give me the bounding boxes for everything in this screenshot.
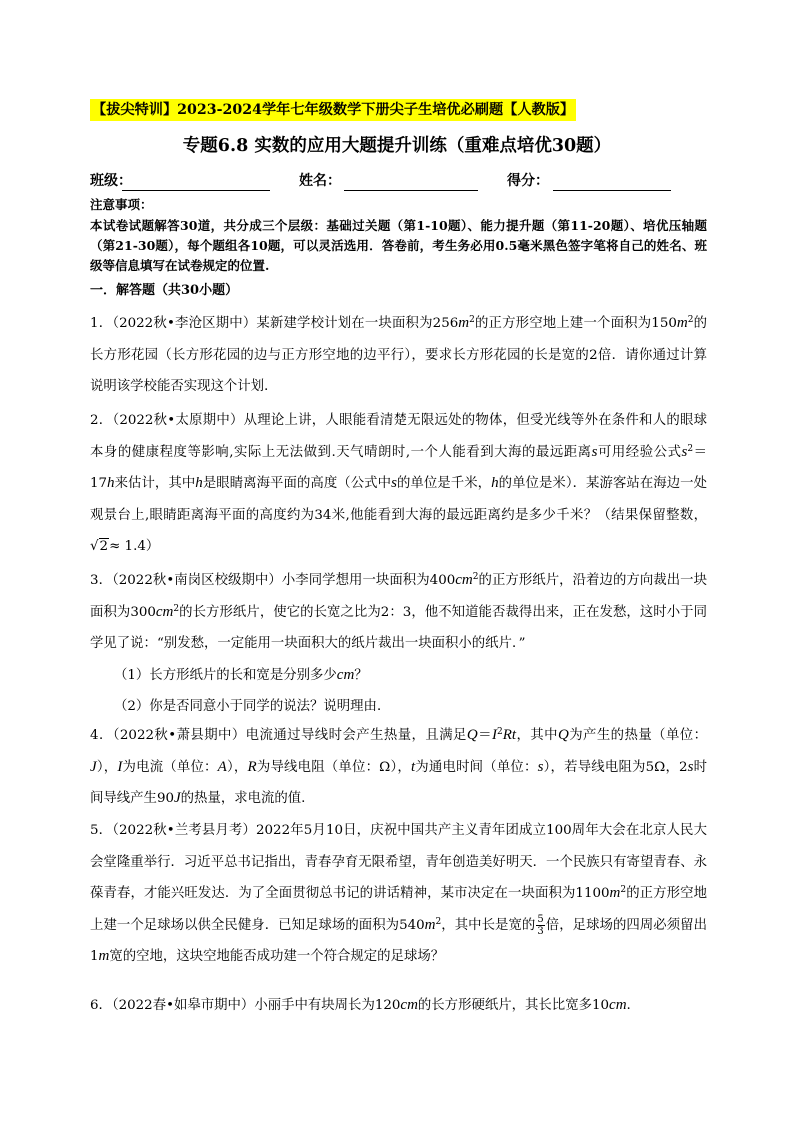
name-label: 姓名： [299,173,341,189]
score-label: 得分： [507,173,549,189]
question-2: 2．（2022秋•太原期中）从理论上讲，人眼能看清楚无限远处的物体，但受光线等外在条件和人的眼球本身的健康程度等影响,实际上无法做到.天气晴朗时,一个人能看到大海的最远距离s可用经验公式$s^2=17h$来估计，其中h是眼睛离海平面的高度（公式中s的单位是千米，h的单位是米）．某游客站在海边一处观景台上,眼睛距离海平面的高度约为34米,他能看到大海的最远距离约是多少千米？（结果保留整数，√2≈ 1.4） [90,405,707,563]
student-info-row [0,171,794,193]
q5-number: 5． [90,823,113,838]
q3-subquestion-1: （1）长方形纸片的长和宽是分别多少cm？ [114,666,368,683]
name-blank[interactable] [344,190,478,191]
class-blank[interactable] [122,190,270,191]
q3-number: 3． [90,573,113,588]
fraction-five-thirds: $\frac{5}{3}$ [537,913,544,937]
page-title: 专题6.8 实数的应用大题提升训练（重难点培优30题） [182,136,612,156]
series-banner: 【拔尖特训】2023-2024学年七年级数学下册尖子生培优必刷题【人教版】 [90,99,576,121]
score-blank[interactable] [553,190,671,191]
question-3: 3．（2022秋•南岗区校级期中）小李同学想用一块面积为$400cm^2$的正方形纸片，沿着边的方向裁出一块面积为$300cm^2$的长方形纸片，使它的长宽之比为2：3，他不知道能否裁得出来，正在发愁，这时小于同学见了说：“别发愁，一定能用一块面积大的纸片裁出一块面积小的纸片．” （1）长方形纸片的长和宽是分别多少cm？ （2）你是否同意小于同学的说法？说明理由． [90,565,707,723]
section-heading: 一．解答题（共30小题） [90,283,239,298]
class-label: 班级： [90,173,132,189]
sqrt-two: √2 [90,539,109,554]
question-5: 5．（2022秋•兰考县月考）2022年5月10日，庆祝中国共产主义青年团成立100周年大会在北京人民大会堂隆重举行．习近平总书记指出，青春孕育无限希望，青年创造美好明天．一个民族只有寄望青春、永葆青春，才能兴旺发达．为了全面贯彻总书记的讲话精神，某市决定在一块面积为$1100m^2$的正方形空地上建一个足球场以供全民健身．已知足球场的面积为$540m^2$，其中长是宽的 $\frac{5}{3}$ 倍，足球场的四周必须留出1m宽的空地，这块空地能否成功建一个符合规定的足球场？ [90,823,708,964]
question-6: 6．（2022春•如皋市期中）小丽手中有块周长为120cm的长方形硬纸片，其长比宽多10cm. [90,997,631,1013]
q6-number: 6． [90,998,112,1013]
q3-subquestion-2: （2）你是否同意小于同学的说法？说明理由． [114,699,391,714]
q1-number: 1． [90,316,113,331]
question-4: 4．（2022秋•萧县期中）电流通过导线时会产生热量，且满足$Q=I^2Rt$，其中Q为产生的热量（单位：J），I为电流（单位：A），R为导线电阻（单位：Ω），t为通电时间（单位：s），若导线电阻为5Ω，2s时间导线产生90J的热量，求电流的值. [90,727,708,806]
q2-number: 2． [90,413,113,428]
notes-body: 本试卷试题解答30道，共分成三个层级：基础过关题（第1-10题）、能力提升题（第11-20题）、培优压轴题（第21-30题），每个题组各10题，可以灵活选用．答卷前，考生务必用0.5毫米黑色签字笔将自己的姓名、班级等信息填写在试卷规定的位置. [90,218,707,273]
q4-number: 4． [90,728,113,743]
question-1: 1．（2022秋•李沧区期中）某新建学校计划在一块面积为$256m^2$的正方形空地上建一个面积为$150m^2$的长方形花园（长方形花园的边与正方形空地的边平行），要求长方形花园的长是宽的2倍．请你通过计算说明该学校能否实现这个计划． [90,315,707,394]
notes-heading: 注意事项： [90,197,153,212]
